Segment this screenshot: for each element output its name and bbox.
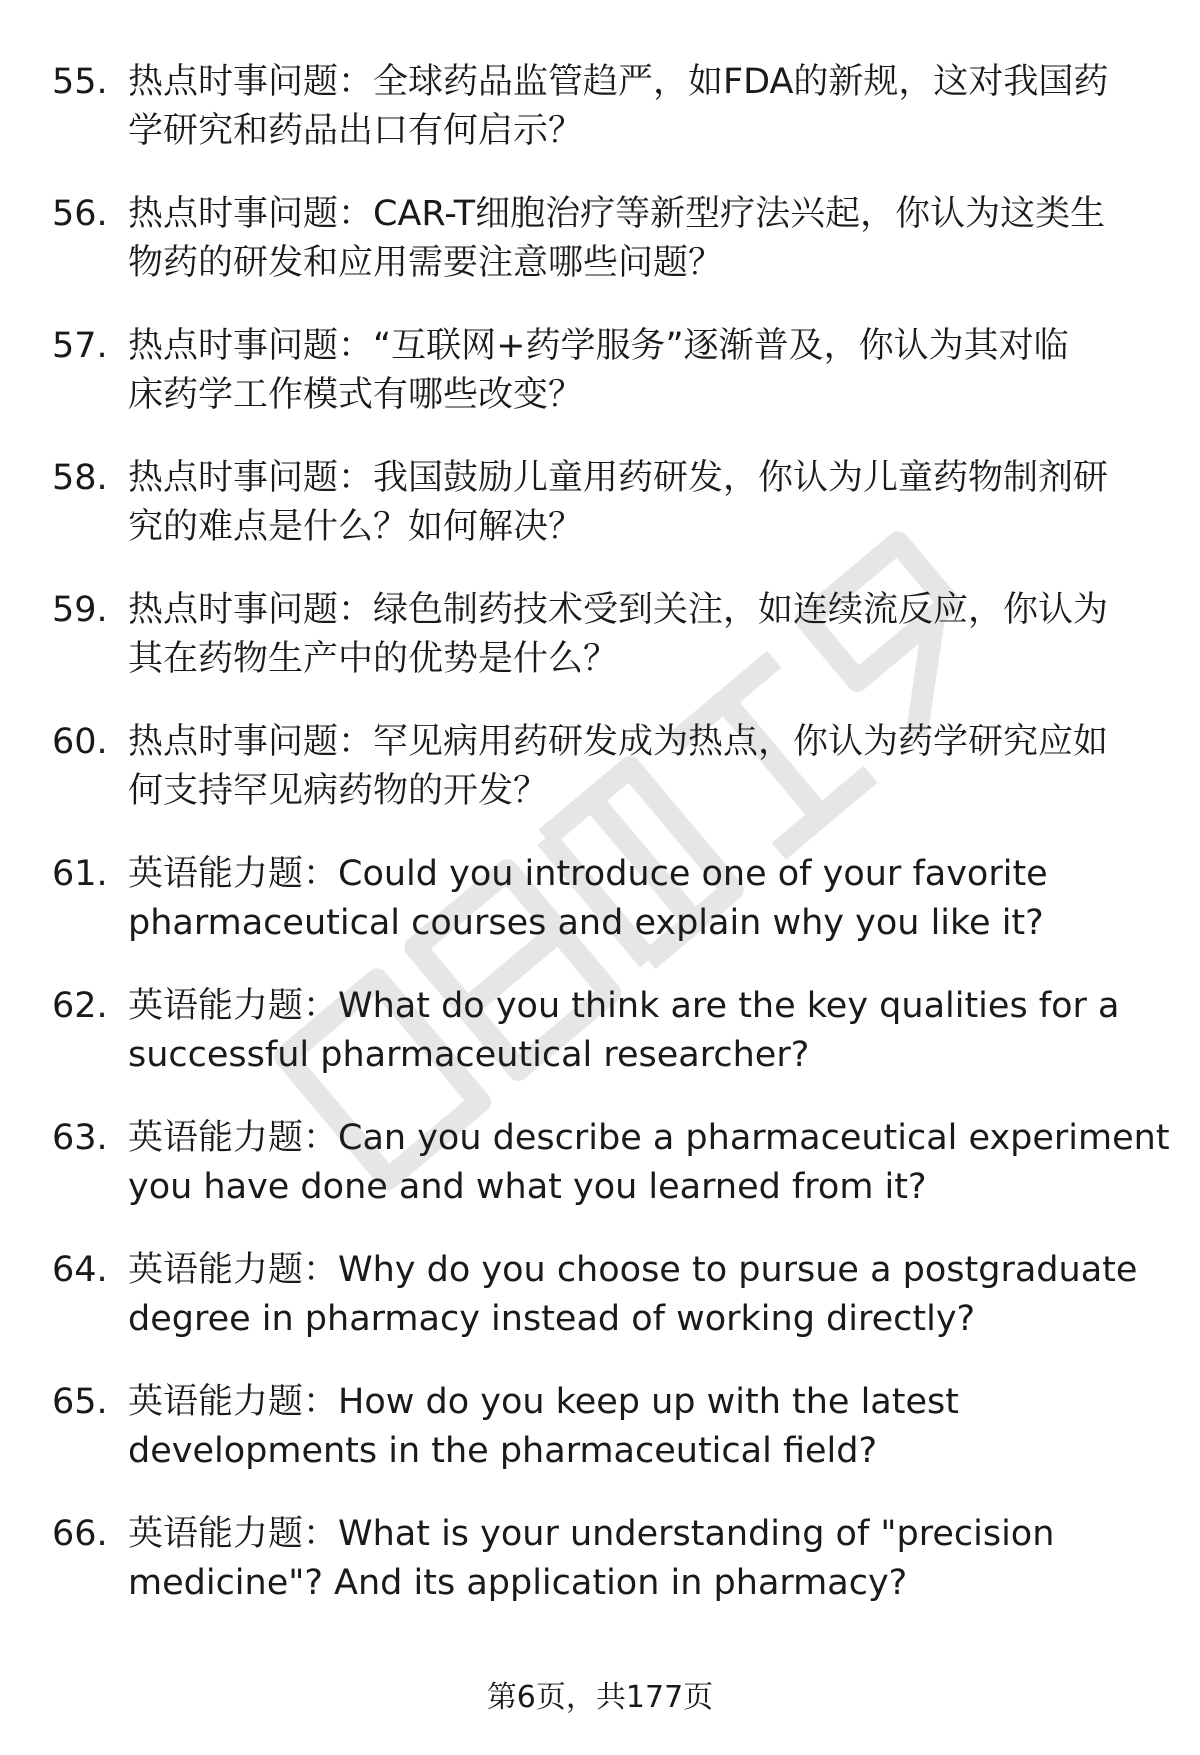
question-text: 热点时事问题：CAR-T细胞治疗等新型疗法兴起，你认为这类生 物药的研发和应用需要注意哪些问题？ (128, 194, 1106, 283)
question-number: 56. (52, 194, 108, 234)
question-item (52, 1510, 1162, 1642)
question-number: 57. (52, 326, 108, 366)
question-text: 热点时事问题：全球药品监管趋严，如FDA的新规，这对我国药 学研究和药品出口有何启示？ (128, 62, 1109, 151)
question-number: 55. (52, 62, 108, 102)
question-number: 59. (52, 590, 108, 630)
question-item (52, 982, 1162, 1114)
question-text: 英语能力题：What do you think are the key qualities for a successful pharmaceutical researcher? (128, 986, 1120, 1075)
question-number: 64. (52, 1250, 108, 1290)
question-number: 62. (52, 986, 108, 1026)
question-number: 66. (52, 1514, 108, 1554)
question-number: 65. (52, 1382, 108, 1422)
question-list (52, 58, 1170, 1642)
question-text: 热点时事问题：罕见病用药研发成为热点，你认为药学研究应如 何支持罕见病药物的开发？ (128, 722, 1109, 811)
question-item (52, 1114, 1170, 1246)
question-item (52, 1378, 1162, 1510)
question-item (52, 454, 1162, 586)
question-text: 热点时事问题：我国鼓励儿童用药研发，你认为儿童药物制剂研 究的难点是什么？如何解决？ (128, 458, 1109, 547)
question-item (52, 718, 1162, 850)
question-number: 58. (52, 458, 108, 498)
question-text: 英语能力题：What is your understanding of "precision medicine"? And its application in pharmacy? (128, 1514, 1055, 1603)
question-text: 热点时事问题：绿色制药技术受到关注，如连续流反应，你认为 其在药物生产中的优势是什么？ (128, 590, 1109, 679)
question-number: 61. (52, 854, 108, 894)
question-item (52, 190, 1162, 322)
question-number: 60. (52, 722, 108, 762)
question-item (52, 850, 1162, 982)
page-footer (0, 1678, 1200, 1718)
question-text: 热点时事问题：“互联网+药学服务”逐渐普及，你认为其对临 床药学工作模式有哪些改变？ (128, 326, 1069, 415)
page-number-label: 第6页，共177页 (486, 1680, 714, 1715)
question-item (52, 586, 1162, 718)
question-item (52, 1246, 1162, 1378)
question-item (52, 58, 1162, 190)
question-number: 63. (52, 1118, 108, 1158)
question-text: 英语能力题：Can you describe a pharmaceutical experiment you have done and what you learned from it? (128, 1118, 1170, 1207)
question-text: 英语能力题：Could you introduce one of your favorite pharmaceutical courses and explain why you like it? (128, 854, 1048, 943)
question-text: 英语能力题：How do you keep up with the latest developments in the pharmaceutical field? (128, 1382, 959, 1471)
question-text: 英语能力题：Why do you choose to pursue a postgraduate degree in pharmacy instead of working directly? (128, 1250, 1138, 1339)
question-item (52, 322, 1162, 454)
